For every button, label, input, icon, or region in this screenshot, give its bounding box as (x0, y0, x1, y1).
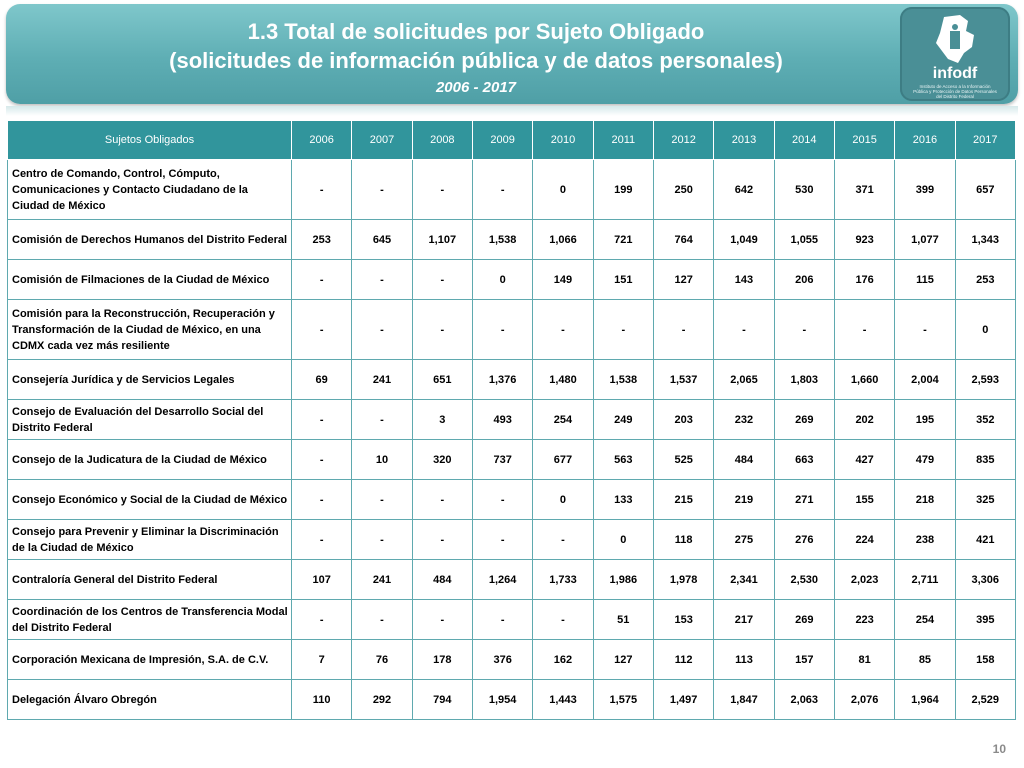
value-cell: 76 (352, 640, 412, 680)
column-header-year: 2012 (653, 121, 713, 160)
table-row (8, 640, 1016, 680)
value-cell: 10 (352, 440, 412, 480)
value-cell: 241 (352, 360, 412, 400)
value-cell: 1,376 (472, 360, 532, 400)
value-cell: 642 (714, 160, 774, 220)
value-cell: 2,529 (955, 680, 1015, 720)
value-cell: - (412, 480, 472, 520)
value-cell: 178 (412, 640, 472, 680)
value-cell: 325 (955, 480, 1015, 520)
value-cell: 1,077 (895, 220, 955, 260)
value-cell: 1,538 (472, 220, 532, 260)
value-cell: 7 (292, 640, 352, 680)
table-row (8, 260, 1016, 300)
value-cell: 176 (834, 260, 894, 300)
value-cell: 155 (834, 480, 894, 520)
value-cell: 217 (714, 600, 774, 640)
value-cell: - (352, 400, 412, 440)
value-cell: 2,023 (834, 560, 894, 600)
value-cell: - (472, 300, 532, 360)
value-cell: - (412, 160, 472, 220)
column-header-year: 2006 (292, 121, 352, 160)
value-cell: - (352, 260, 412, 300)
value-cell: 69 (292, 360, 352, 400)
sujeto-name-cell: Centro de Comando, Control, Cómputo, Comunicaciones y Contacto Ciudadano de la Ciudad de México (8, 160, 292, 220)
value-cell: - (895, 300, 955, 360)
column-header-year: 2016 (895, 121, 955, 160)
sujeto-name-cell: Corporación Mexicana de Impresión, S.A. de C.V. (8, 640, 292, 680)
value-cell: 794 (412, 680, 472, 720)
value-cell: 215 (653, 480, 713, 520)
value-cell: 112 (653, 640, 713, 680)
value-cell: 399 (895, 160, 955, 220)
value-cell: 657 (955, 160, 1015, 220)
value-cell: 721 (593, 220, 653, 260)
column-header-year: 2015 (834, 121, 894, 160)
value-cell: 663 (774, 440, 834, 480)
value-cell: 1,538 (593, 360, 653, 400)
value-cell: - (412, 600, 472, 640)
value-cell: - (292, 260, 352, 300)
table-row (8, 560, 1016, 600)
value-cell: - (774, 300, 834, 360)
table-row (8, 300, 1016, 360)
value-cell: 1,954 (472, 680, 532, 720)
sujeto-name-cell: Consejo para Prevenir y Eliminar la Discriminación de la Ciudad de México (8, 520, 292, 560)
value-cell: 1,443 (533, 680, 593, 720)
column-header-year: 2011 (593, 121, 653, 160)
column-header-year: 2017 (955, 121, 1015, 160)
value-cell: 764 (653, 220, 713, 260)
column-header-year: 2007 (352, 121, 412, 160)
value-cell: 162 (533, 640, 593, 680)
value-cell: 563 (593, 440, 653, 480)
value-cell: 85 (895, 640, 955, 680)
value-cell: - (533, 300, 593, 360)
cdmx-emblem-icon (930, 13, 980, 65)
header-shadow (6, 106, 1018, 116)
value-cell: 651 (412, 360, 472, 400)
infodf-logo (900, 7, 1010, 101)
value-cell: 143 (714, 260, 774, 300)
value-cell: - (352, 480, 412, 520)
sujeto-name-cell: Consejería Jurídica y de Servicios Legales (8, 360, 292, 400)
value-cell: 1,978 (653, 560, 713, 600)
sujeto-name-cell: Contraloría General del Distrito Federal (8, 560, 292, 600)
value-cell: 292 (352, 680, 412, 720)
sujeto-name-cell: Consejo de Evaluación del Desarrollo Social del Distrito Federal (8, 400, 292, 440)
value-cell: 269 (774, 400, 834, 440)
value-cell: 395 (955, 600, 1015, 640)
value-cell: - (352, 520, 412, 560)
value-cell: 677 (533, 440, 593, 480)
table-row (8, 220, 1016, 260)
value-cell: 275 (714, 520, 774, 560)
title-block (46, 18, 906, 98)
table-body (8, 160, 1016, 720)
value-cell: 737 (472, 440, 532, 480)
value-cell: - (352, 300, 412, 360)
title-banner (6, 4, 1018, 104)
sujeto-name-cell: Comisión de Filmaciones de la Ciudad de México (8, 260, 292, 300)
value-cell: - (533, 600, 593, 640)
value-cell: 253 (292, 220, 352, 260)
value-cell: 250 (653, 160, 713, 220)
value-cell: 153 (653, 600, 713, 640)
page-subtitle: (solicitudes de información pública y de datos personales) (169, 48, 783, 73)
value-cell: 1,497 (653, 680, 713, 720)
sujeto-name-cell: Consejo Económico y Social de la Ciudad de México (8, 480, 292, 520)
value-cell: 110 (292, 680, 352, 720)
value-cell: 525 (653, 440, 713, 480)
value-cell: 1,986 (593, 560, 653, 600)
value-cell: 484 (714, 440, 774, 480)
value-cell: 238 (895, 520, 955, 560)
value-cell: 0 (533, 160, 593, 220)
value-cell: 1,660 (834, 360, 894, 400)
value-cell: - (412, 300, 472, 360)
value-cell: - (653, 300, 713, 360)
value-cell: 1,066 (533, 220, 593, 260)
value-cell: 427 (834, 440, 894, 480)
value-cell: 1,049 (714, 220, 774, 260)
value-cell: 127 (653, 260, 713, 300)
value-cell: 1,733 (533, 560, 593, 600)
sujeto-name-cell: Delegación Álvaro Obregón (8, 680, 292, 720)
sujeto-name-cell: Consejo de la Judicatura de la Ciudad de México (8, 440, 292, 480)
value-cell: 241 (352, 560, 412, 600)
column-header-year: 2013 (714, 121, 774, 160)
logo-wordmark: infodf (932, 65, 978, 82)
value-cell: - (412, 260, 472, 300)
value-cell: 1,964 (895, 680, 955, 720)
value-cell: - (352, 160, 412, 220)
value-cell: 202 (834, 400, 894, 440)
table-row (8, 400, 1016, 440)
value-cell: - (593, 300, 653, 360)
value-cell: - (472, 160, 532, 220)
logo-subtext: Instituto de Acceso a la Información Pública y Protección de Datos Personales del Distrito Federal (913, 84, 997, 99)
value-cell: 493 (472, 400, 532, 440)
column-header-year: 2009 (472, 121, 532, 160)
table-row (8, 360, 1016, 400)
value-cell: 1,055 (774, 220, 834, 260)
value-cell: 1,537 (653, 360, 713, 400)
value-cell: 232 (714, 400, 774, 440)
value-cell: - (352, 600, 412, 640)
value-cell: 253 (955, 260, 1015, 300)
value-cell: 0 (472, 260, 532, 300)
value-cell: 199 (593, 160, 653, 220)
table-header-row (8, 121, 1016, 160)
value-cell: 376 (472, 640, 532, 680)
value-cell: 0 (593, 520, 653, 560)
value-cell: - (292, 160, 352, 220)
value-cell: 81 (834, 640, 894, 680)
value-cell: 923 (834, 220, 894, 260)
value-cell: 276 (774, 520, 834, 560)
value-cell: 206 (774, 260, 834, 300)
value-cell: 218 (895, 480, 955, 520)
value-cell: - (472, 600, 532, 640)
column-header-sujetos: Sujetos Obligados (8, 121, 292, 160)
value-cell: 1,575 (593, 680, 653, 720)
value-cell: 1,343 (955, 220, 1015, 260)
value-cell: 352 (955, 400, 1015, 440)
value-cell: - (533, 520, 593, 560)
value-cell: 0 (533, 480, 593, 520)
value-cell: 530 (774, 160, 834, 220)
value-cell: 195 (895, 400, 955, 440)
value-cell: 2,711 (895, 560, 955, 600)
value-cell: 127 (593, 640, 653, 680)
sujeto-name-cell: Coordinación de los Centros de Transferencia Modal del Distrito Federal (8, 600, 292, 640)
value-cell: 151 (593, 260, 653, 300)
value-cell: - (292, 400, 352, 440)
value-cell: - (472, 520, 532, 560)
value-cell: 0 (955, 300, 1015, 360)
value-cell: 1,847 (714, 680, 774, 720)
value-cell: - (292, 600, 352, 640)
page-number: 10 (992, 742, 1006, 756)
value-cell: 2,063 (774, 680, 834, 720)
value-cell: 219 (714, 480, 774, 520)
value-cell: 2,004 (895, 360, 955, 400)
column-header-year: 2014 (774, 121, 834, 160)
value-cell: 113 (714, 640, 774, 680)
value-cell: - (292, 520, 352, 560)
value-cell: 158 (955, 640, 1015, 680)
value-cell: 3,306 (955, 560, 1015, 600)
value-cell: - (292, 480, 352, 520)
table-row (8, 440, 1016, 480)
year-range: 2006 - 2017 (435, 79, 517, 96)
value-cell: 115 (895, 260, 955, 300)
value-cell: 2,593 (955, 360, 1015, 400)
value-cell: 271 (774, 480, 834, 520)
value-cell: 484 (412, 560, 472, 600)
value-cell: 203 (653, 400, 713, 440)
table-row (8, 600, 1016, 640)
value-cell: 835 (955, 440, 1015, 480)
table-row (8, 480, 1016, 520)
value-cell: 421 (955, 520, 1015, 560)
value-cell: 269 (774, 600, 834, 640)
value-cell: - (834, 300, 894, 360)
value-cell: 107 (292, 560, 352, 600)
value-cell: - (472, 480, 532, 520)
table-row (8, 680, 1016, 720)
value-cell: 1,264 (472, 560, 532, 600)
value-cell: 2,065 (714, 360, 774, 400)
value-cell: 51 (593, 600, 653, 640)
page-title: 1.3 Total de solicitudes por Sujeto Obligado (247, 19, 705, 44)
value-cell: 223 (834, 600, 894, 640)
value-cell: 645 (352, 220, 412, 260)
value-cell: 224 (834, 520, 894, 560)
table-row (8, 160, 1016, 220)
value-cell: 371 (834, 160, 894, 220)
sujeto-name-cell: Comisión para la Reconstrucción, Recuperación y Transformación de la Ciudad de México, en una CDMX cada vez más resiliente (8, 300, 292, 360)
value-cell: 1,803 (774, 360, 834, 400)
value-cell: 479 (895, 440, 955, 480)
value-cell: 133 (593, 480, 653, 520)
value-cell: - (292, 440, 352, 480)
value-cell: 157 (774, 640, 834, 680)
value-cell: 2,530 (774, 560, 834, 600)
table-row (8, 520, 1016, 560)
value-cell: 149 (533, 260, 593, 300)
value-cell: 254 (895, 600, 955, 640)
value-cell: - (292, 300, 352, 360)
value-cell: 249 (593, 400, 653, 440)
value-cell: - (714, 300, 774, 360)
value-cell: 1,107 (412, 220, 472, 260)
value-cell: 2,341 (714, 560, 774, 600)
requests-table (7, 120, 1016, 720)
value-cell: 320 (412, 440, 472, 480)
value-cell: 1,480 (533, 360, 593, 400)
value-cell: 254 (533, 400, 593, 440)
sujeto-name-cell: Comisión de Derechos Humanos del Distrito Federal (8, 220, 292, 260)
column-header-year: 2008 (412, 121, 472, 160)
value-cell: 2,076 (834, 680, 894, 720)
column-header-year: 2010 (533, 121, 593, 160)
value-cell: 118 (653, 520, 713, 560)
value-cell: - (412, 520, 472, 560)
value-cell: 3 (412, 400, 472, 440)
